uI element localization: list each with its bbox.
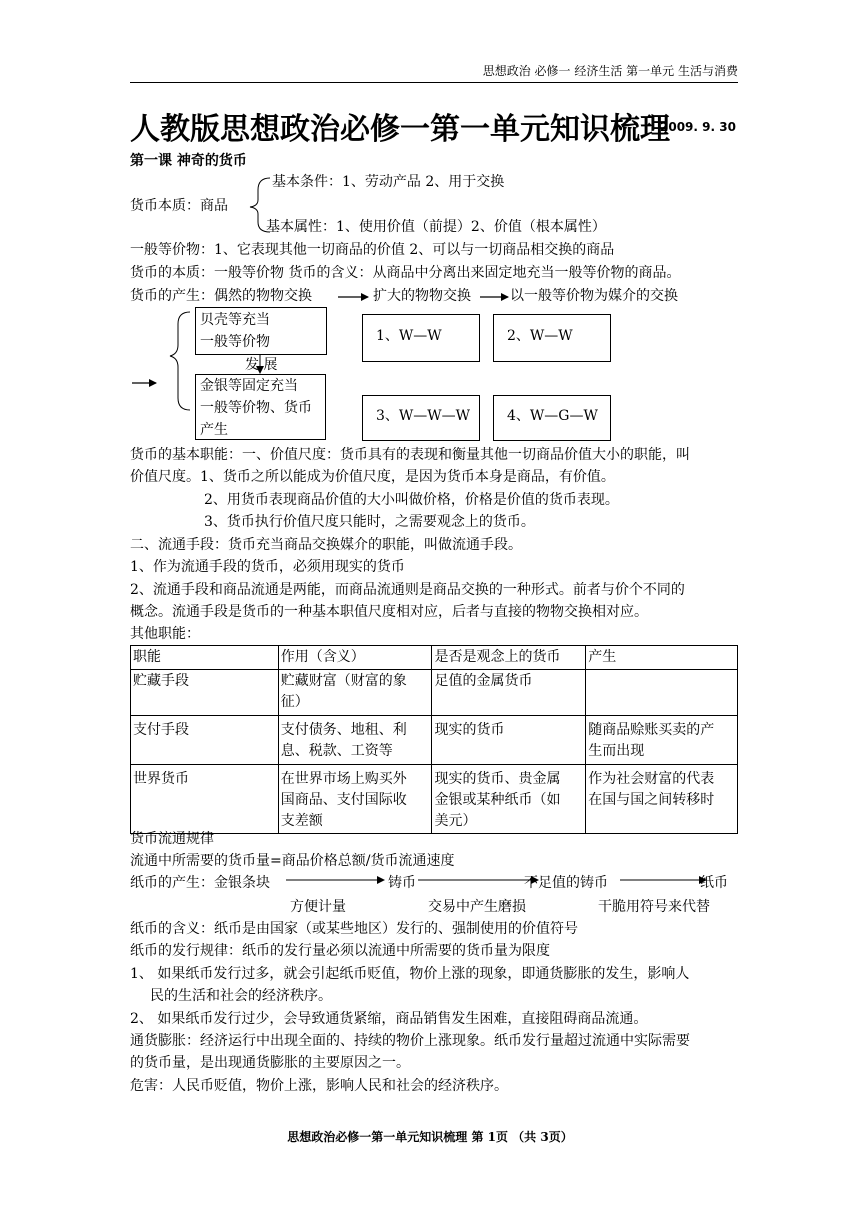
cell-line: 现实的货币、贵金属 [434, 771, 561, 787]
cell-line: 支付债务、地租、利 [280, 722, 407, 738]
table-row [131, 765, 738, 834]
gold-box-line2: 一般等价物、货币 [200, 400, 312, 416]
formula-2: 2、W—W [507, 328, 573, 344]
worn-coin-label: 不足值的铸币 [524, 875, 608, 891]
table-cell [586, 765, 738, 834]
table-cell [278, 670, 432, 716]
table-cell: 贮藏手段 [131, 670, 279, 716]
table-row [131, 670, 738, 716]
paper-definition: 纸币的含义：纸币是由国家（或某些地区）发行的、强制使用的价值符号 [130, 921, 578, 937]
equivalent-line: 一般等价物：1、它表现其他一切商品的价值 2、可以与一切商品相交换的商品 [130, 242, 615, 258]
develop-label: 发 展 [245, 357, 278, 373]
functions-table [130, 645, 738, 834]
table-header-row [131, 646, 738, 670]
essence-definition-line: 货币的本质：一般等价物 货币的含义：从商品中分离出来固定地充当一般等价物的商品。 [130, 265, 681, 281]
cell-line: 金银或某种纸币（如 [434, 792, 561, 808]
cell-line: 在国与国之间转移时 [588, 792, 715, 808]
cell-line: 现实的货币 [434, 722, 505, 738]
origin-step3: 以一般等价物为媒介的交换 [510, 288, 678, 304]
cell-line: 支差额 [280, 813, 323, 829]
formula-3: 3、W—W—W [376, 408, 471, 424]
table-cell [278, 716, 432, 765]
point-1-line-1: 1、 如果纸币发行过多，就会引起纸币贬值，物价上涨的现象，即通货膨胀的发生，影响人 [130, 966, 690, 982]
table-cell: 支付手段 [131, 716, 279, 765]
paper-origin-label: 纸币的产生：金银条块 [130, 875, 270, 891]
running-header: 思想政治 必修一 经济生活 第一单元 生活与消费 [482, 64, 738, 78]
table-header-cell: 产生 [586, 646, 738, 670]
table-cell [432, 765, 586, 834]
coin-label: 铸币 [388, 875, 416, 891]
formula-4: 4、W—G—W [507, 408, 598, 424]
point-1-line-2: 民的生活和社会的经济秩序。 [150, 988, 332, 1004]
func-line-1: 货币的基本职能：一、价值尺度：货币具有的表现和衡量其他一切商品价值大小的职能，叫 [130, 447, 690, 463]
issue-law: 纸币的发行规律：纸币的发行量必须以流通中所需要的货币量为限度 [130, 943, 550, 959]
harm-line: 危害：人民币贬值，物价上涨，影响人民和社会的经济秩序。 [130, 1078, 508, 1094]
cell-line: 美元） [434, 813, 477, 829]
table-cell [278, 765, 432, 834]
cell-line: 随商品赊账买卖的产 [588, 722, 715, 738]
func-line-4: 3、货币执行价值尺度只能时，之需要观念上的货币。 [204, 514, 535, 530]
cell-line: 作为社会财富的代表 [588, 771, 715, 787]
paper-label: 纸币 [700, 875, 728, 891]
table-header-cell: 是否是观念上的货币 [432, 646, 586, 670]
cell-line: 生而出现 [588, 743, 645, 759]
cell-line: 息、税款、工资等 [280, 743, 393, 759]
origin-label: 货币的产生：偶然的物物交换 [130, 288, 312, 304]
table-header-cell: 职能 [131, 646, 279, 670]
table-cell [586, 670, 738, 716]
func-line-8: 概念。流通手段是货币的一种基本职值尺度相对应，后者与直接的物物交换相对应。 [130, 604, 648, 620]
func-line-3: 2、用货币表现商品价值的大小叫做价格，价格是价值的货币表现。 [204, 492, 619, 508]
essence-brace [250, 178, 270, 232]
origin-step2: 扩大的物物交换 [373, 288, 471, 304]
gold-box-line3: 产生 [200, 422, 228, 438]
func-line-6: 1、作为流通手段的货币，必须用现实的货币 [130, 559, 405, 575]
lesson-heading: 第一课 神奇的货币 [130, 153, 247, 169]
table-cell [586, 716, 738, 765]
essence-attribute: 基本属性：1、使用价值（前提）2、价值（根本属性） [266, 219, 606, 235]
table-cell [432, 716, 586, 765]
table-cell: 世界货币 [131, 765, 279, 834]
func-line-2: 价值尺度。1、货币之所以能成为价值尺度，是因为货币本身是商品，有价值。 [130, 469, 615, 485]
reason-3: 干脆用符号来代替 [598, 899, 710, 915]
inflation-line-2: 的货币量，是出现通货膨胀的主要原因之一。 [130, 1055, 410, 1071]
cell-line: 征） [280, 694, 309, 710]
cell-line: 足值的金属货币 [434, 673, 533, 689]
page-title: 人教版思想政治必修一第一单元知识梳理 [130, 112, 670, 147]
law-formula: 流通中所需要的货币量=商品价格总额/货币流通速度 [130, 853, 455, 869]
reason-1: 方便计量 [290, 899, 346, 915]
essence-condition: 基本条件：1、劳动产品 2、用于交换 [272, 174, 505, 190]
func-line-9: 其他职能： [130, 626, 200, 642]
title-date: 2009. 9. 30 [660, 120, 736, 134]
essence-label: 货币本质：商品 [130, 198, 228, 214]
table-row [131, 716, 738, 765]
table-cell [432, 670, 586, 716]
cell-line: 在世界市场上购买外 [280, 771, 407, 787]
table-header-cell: 作用（含义） [278, 646, 432, 670]
formula-1: 1、W—W [376, 328, 442, 344]
shell-box-line2: 一般等价物 [200, 334, 270, 350]
point-2: 2、 如果纸币发行过少，会导致通货紧缩，商品销售发生困难，直接阻碍商品流通。 [130, 1011, 648, 1027]
cell-line: 国商品、支付国际收 [280, 792, 407, 808]
shell-box-line1: 贝壳等充当 [200, 312, 270, 328]
diagram-brace [170, 312, 190, 410]
page-footer: 思想政治必修一第一单元知识梳理 第 1页 （共 3页） [287, 1130, 573, 1144]
reason-2: 交易中产生磨损 [428, 899, 526, 915]
func-line-5: 二、流通手段：货币充当商品交换媒介的职能，叫做流通手段。 [130, 537, 522, 553]
cell-line: 贮藏财富（财富的象 [280, 673, 407, 689]
inflation-line-1: 通货膨胀：经济运行中出现全面的、持续的物价上涨现象。纸币发行量超过流通中实际需要 [130, 1033, 690, 1049]
law-title: 货币流通规律 [130, 831, 214, 847]
gold-box-line1: 金银等固定充当 [200, 378, 298, 394]
func-line-7: 2、流通手段和商品流通是两能，而商品流通则是商品交换的一种形式。前者与价个不同的 [130, 582, 685, 598]
